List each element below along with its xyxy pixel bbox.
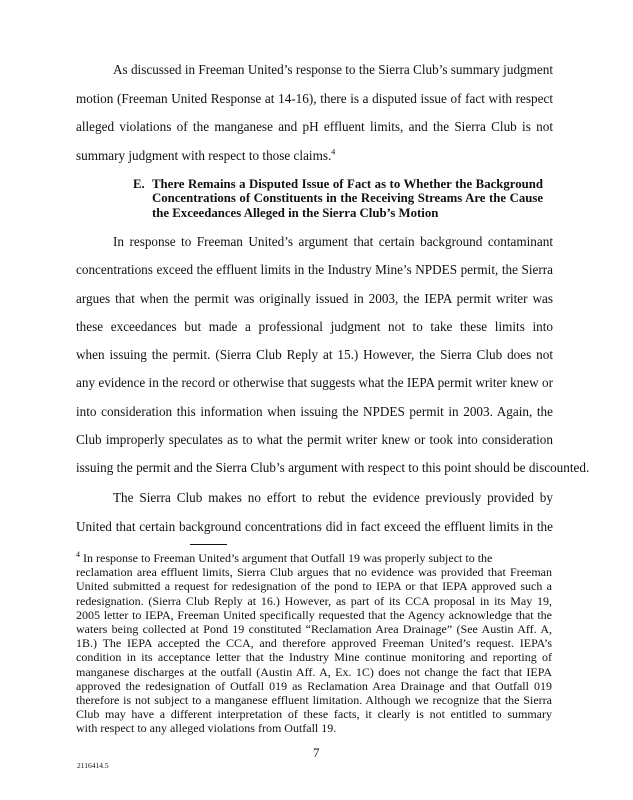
body-line-text: motion (Freeman United Response at 14-16), there is a disputed issue of fact with respect — [76, 91, 553, 106]
footnote-line-text: manganese discharges at the outfall (Austin Aff. A, Ex. 1C) does not change the fact that IEPA — [76, 664, 552, 679]
footnote-line-text: 2005 letter to IEPA, Freeman United specifically requested that the Agency acknowledge that the — [76, 607, 552, 622]
footnote-line-text: waters being collected at Pond 19 constituted “Reclamation Area Drainage” (See Austin Aff. A, — [76, 622, 552, 636]
footnote-line-text: therefore is not subject to a manganese effluent limitation. Although we recognize that the Sierra — [76, 693, 552, 707]
section-letter: E. — [133, 177, 145, 191]
footnote-line — [76, 636, 552, 650]
footnote-line-text: reclamation area effluent limits, Sierra Club argues that no evidence was provided that Freeman — [76, 565, 552, 580]
footnote-line — [76, 579, 552, 593]
footnote-line-text: Club may have a different interpretation of these facts, it clearly is not entitled to summary — [76, 707, 552, 722]
section-heading-line: the Exceedances Alleged in the Sierra Club’s Motion — [152, 206, 439, 220]
section-heading-line: There Remains a Disputed Issue of Fact as to Whether the Background — [152, 177, 543, 191]
body-line: into consideration this information when issuing the NPDES permit in 2003. Again, the — [76, 404, 553, 419]
page-number: 7 — [313, 745, 320, 760]
body-line: issuing the permit and the Sierra Club’s argument with respect to this point should be discounted. — [76, 460, 590, 475]
body-line: these exceedances but made a professional judgment not to take these limits into — [76, 319, 553, 334]
footnote-line — [76, 707, 552, 721]
body-line: concentrations exceed the effluent limits in the Industry Mine’s NPDES permit, the Sierra — [76, 262, 553, 277]
footnote-line-text: condition in its acceptance letter that the Industry Mine continue monitoring and reporting of — [76, 650, 552, 665]
body-line: any evidence in the record or otherwise that suggests what the IEPA permit writer knew or — [76, 375, 553, 390]
footnote-line-text: with respect to any alleged violations from Outfall 19. — [76, 721, 337, 736]
document-id: 2116414.5 — [77, 761, 109, 770]
body-line: In response to Freeman United’s argument that certain background contaminant — [113, 234, 553, 249]
footnote-line — [76, 693, 552, 707]
footnote-line — [76, 650, 552, 664]
body-line — [76, 148, 553, 164]
footnote-line — [76, 594, 552, 608]
footnote-line — [76, 608, 552, 622]
footnote-line — [76, 565, 552, 579]
footnote-number: 4 — [76, 551, 80, 559]
section-heading-line: Concentrations of Constituents in the Receiving Streams Are the Cause — [152, 191, 543, 205]
footnote-line — [76, 665, 552, 679]
body-line: United that certain background concentrations did in fact exceed the effluent limits in the — [76, 519, 553, 534]
footnote-line-text: In response to Freeman United’s argument that Outfall 19 was properly subject to the — [83, 551, 493, 565]
footnote-line-text: redesignation. (Sierra Club Reply at 16.) However, as part of its CCA proposal in its May 19, — [76, 593, 552, 608]
footnote-line-text: United submitted a request for redesignation of the pond to IEPA or that IEPA approved such a — [76, 579, 552, 594]
body-line — [76, 91, 553, 107]
body-line-text: summary judgment with respect to those claims. — [76, 148, 332, 163]
body-line — [76, 119, 553, 135]
footnote-line — [76, 551, 552, 565]
body-line: Club improperly speculates as to what the permit writer knew or took into consideration — [76, 432, 553, 447]
footnote-line — [76, 679, 552, 693]
footnote-line-text: 1B.) The IEPA accepted the CCA, and therefore approved Freeman United’s request. IEPA’s — [76, 636, 552, 651]
footnote-separator — [190, 544, 227, 545]
footnote-line — [76, 622, 552, 636]
body-line-text: alleged violations of the manganese and pH effluent limits, and the Sierra Club is not — [76, 119, 553, 134]
body-line: when issuing the permit. (Sierra Club Reply at 15.) However, the Sierra Club does not — [76, 347, 553, 362]
footnote-line-text: approved the redesignation of Outfall 019 as Reclamation Area Drainage and that Outfall 019 — [76, 678, 552, 693]
footnote-line — [76, 721, 552, 735]
footnote-reference[interactable]: 4 — [331, 147, 336, 157]
body-line: argues that when the permit was originally issued in 2003, the IEPA permit writer was — [76, 291, 553, 306]
body-line: The Sierra Club makes no effort to rebut the evidence previously provided by — [113, 490, 553, 505]
body-line-text: As discussed in Freeman United’s response to the Sierra Club’s summary judgment — [113, 62, 553, 77]
body-line — [113, 62, 553, 78]
